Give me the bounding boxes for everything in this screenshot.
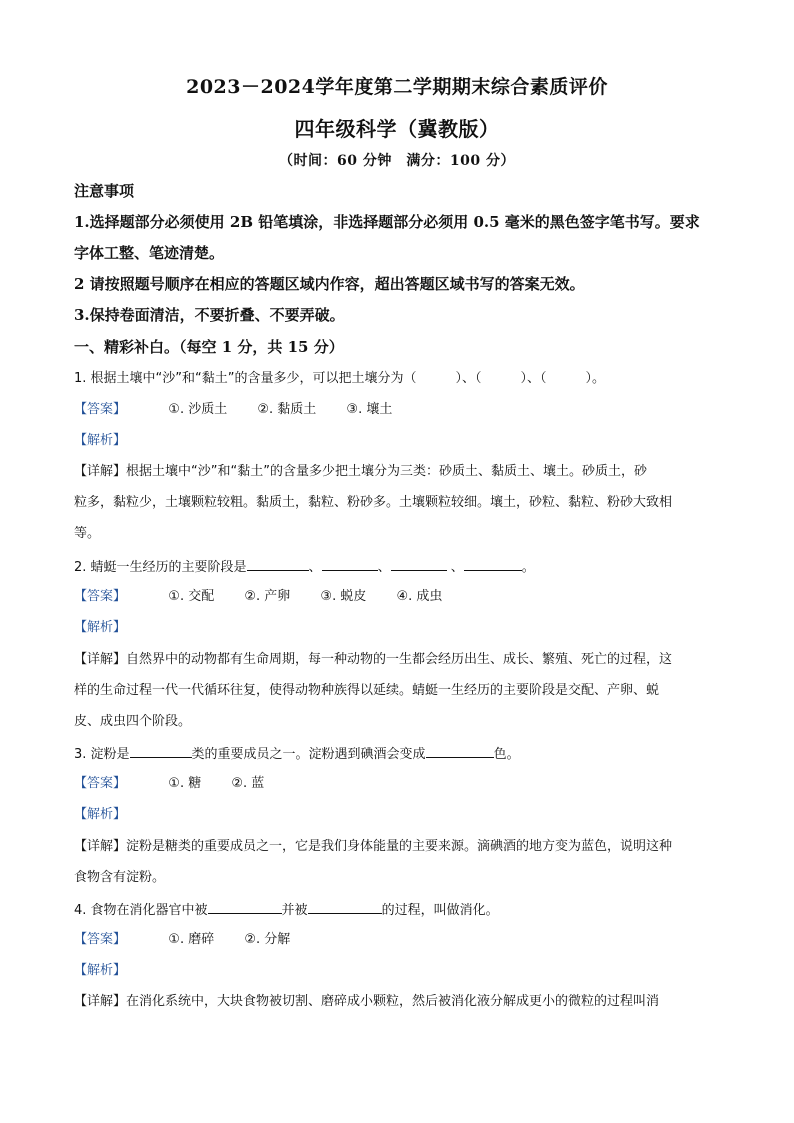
detail-label: 【详解】 bbox=[74, 994, 127, 1009]
q1-detail-3: 等。 bbox=[74, 526, 101, 541]
detail-label: 【详解】 bbox=[74, 839, 127, 854]
q4-answer-1: ①. 磨碎 bbox=[168, 932, 215, 947]
analysis-label: 【解析】 bbox=[74, 433, 127, 448]
answer-label: 【答案】 bbox=[74, 776, 127, 791]
note-1b: 字体工整、笔迹清楚。 bbox=[74, 244, 225, 262]
q2-answer-3: ③. 蜕皮 bbox=[320, 589, 367, 604]
q1-answer-2: ②. 黏质土 bbox=[257, 402, 317, 417]
q3-analysis-row bbox=[74, 805, 724, 825]
question-4 bbox=[74, 899, 724, 921]
q1-detail-2: 粒多，黏粒少，土壤颗粒较粗。黏质土，黏粒、粉砂多。土壤颗粒较细。壤土，砂粒、黏粒、粉砂大致相 bbox=[74, 495, 673, 510]
q2-detail-1 bbox=[74, 650, 724, 670]
section-heading: 一、精彩补白。（每空 1 分，共 15 分） bbox=[74, 338, 344, 356]
q2-blank-1 bbox=[247, 556, 309, 571]
q1-analysis-row bbox=[74, 431, 724, 451]
q2-answer-1: ①. 交配 bbox=[168, 589, 215, 604]
exam-title: 2023－2024学年度第二学期期末综合素质评价 bbox=[186, 76, 608, 98]
q3-detail-2: 食物含有淀粉。 bbox=[74, 870, 166, 885]
question-1: 1. 根据土壤中“沙”和“黏土”的含量多少，可以把土壤分为（ ）、（ ）、（ ）。 bbox=[74, 371, 605, 386]
q1-answer-1: ①. 沙质土 bbox=[168, 402, 228, 417]
answer-label: 【答案】 bbox=[74, 589, 127, 604]
q2-sep-2: 、 bbox=[377, 560, 391, 575]
q2-sep-1: 、 bbox=[308, 560, 322, 575]
notes-heading: 注意事项 bbox=[74, 182, 135, 200]
q4-part-1: 4. 食物在消化器官中被 bbox=[74, 903, 208, 918]
q2-blank-4 bbox=[464, 556, 522, 571]
q4-part-2: 并被 bbox=[281, 903, 308, 918]
question-2 bbox=[74, 556, 724, 578]
q3-answer-row bbox=[74, 774, 724, 794]
q2-detail-3: 皮、成虫四个阶段。 bbox=[74, 714, 192, 729]
q2-blank-3 bbox=[391, 556, 447, 571]
detail-label: 【详解】 bbox=[74, 652, 127, 667]
q2-detail-text-1: 自然界中的动物都有生命周期，每一种动物的一生都会经历出生、成长、繁殖、死亡的过程，这 bbox=[126, 652, 673, 667]
analysis-label: 【解析】 bbox=[74, 620, 127, 635]
q3-answer-2: ②. 蓝 bbox=[231, 776, 265, 791]
q1-answer-3: ③. 壤土 bbox=[346, 402, 393, 417]
q3-detail-text-1: 淀粉是糖类的重要成员之一，它是我们身体能量的主要来源。滴碘酒的地方变为蓝色，说明这种 bbox=[126, 839, 673, 854]
note-1a: 1.选择题部分必须使用 2B 铅笔填涂，非选择题部分必须用 0.5 毫米的黑色签字笔书写。要求 bbox=[74, 213, 700, 231]
exam-subtitle: 四年级科学（冀教版） bbox=[294, 117, 500, 141]
q3-blank-2 bbox=[426, 743, 494, 758]
q4-detail-text-1: 在消化系统中，大块食物被切割、磨碎成小颗粒，然后被消化液分解成更小的微粒的过程叫消 bbox=[126, 994, 660, 1009]
q4-detail-1 bbox=[74, 992, 724, 1012]
q2-answer-4: ④. 成虫 bbox=[396, 589, 443, 604]
answer-label: 【答案】 bbox=[74, 402, 127, 417]
q4-blank-1 bbox=[208, 899, 282, 914]
q3-blank-1 bbox=[130, 743, 192, 758]
q4-answer-row bbox=[74, 930, 724, 950]
analysis-label: 【解析】 bbox=[74, 807, 127, 822]
q4-part-3: 的过程，叫做消化。 bbox=[381, 903, 499, 918]
q4-answer-2: ②. 分解 bbox=[244, 932, 291, 947]
q4-analysis-row bbox=[74, 961, 724, 981]
q2-blank-2 bbox=[322, 556, 378, 571]
q2-text: 2. 蜻蜓一生经历的主要阶段是 bbox=[74, 560, 247, 575]
q4-blank-2 bbox=[308, 899, 382, 914]
q3-detail-1 bbox=[74, 837, 724, 857]
q3-part-1: 3. 淀粉是 bbox=[74, 747, 130, 762]
answer-label: 【答案】 bbox=[74, 932, 127, 947]
q1-detail-text-1: 根据土壤中“沙”和“黏土”的含量多少把土壤分为三类：砂质土、黏质土、壤土。砂质土，砂 bbox=[126, 464, 647, 479]
q3-part-2: 类的重要成员之一。淀粉遇到碘酒会变成 bbox=[191, 747, 426, 762]
q2-analysis-row bbox=[74, 618, 724, 638]
exam-meta: （时间：60 分钟 满分：100 分） bbox=[279, 153, 515, 169]
detail-label: 【详解】 bbox=[74, 464, 127, 479]
q2-sep-3: 、 bbox=[450, 560, 464, 575]
q2-answer-row bbox=[74, 587, 724, 607]
question-3 bbox=[74, 743, 724, 765]
q1-answer-row bbox=[74, 400, 724, 420]
analysis-label: 【解析】 bbox=[74, 963, 127, 978]
note-2: 2 请按照题号顺序在相应的答题区域内作容，超出答题区域书写的答案无效。 bbox=[74, 275, 585, 293]
q2-detail-2: 样的生命过程一代一代循环往复，使得动物种族得以延续。蜻蜓一生经历的主要阶段是交配、产卵、蜕 bbox=[74, 683, 660, 698]
q3-answer-1: ①. 糖 bbox=[168, 776, 202, 791]
q2-end: 。 bbox=[521, 560, 535, 575]
q3-part-3: 色。 bbox=[493, 747, 520, 762]
q2-answer-2: ②. 产卵 bbox=[244, 589, 291, 604]
q1-detail-1 bbox=[74, 462, 724, 482]
note-3: 3.保持卷面清洁，不要折叠、不要弄破。 bbox=[74, 306, 345, 324]
